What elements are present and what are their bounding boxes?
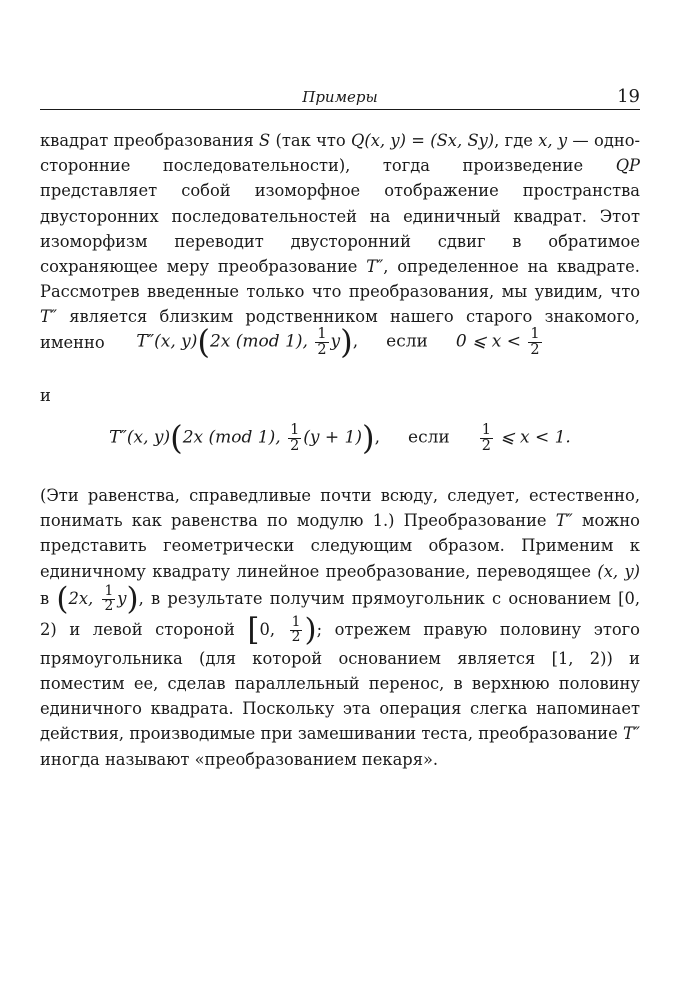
eq1-lhs: T″(x, y) bbox=[136, 331, 198, 352]
header-rule bbox=[40, 109, 640, 110]
page-header bbox=[40, 86, 640, 108]
p2-side-open-bracket: [ bbox=[247, 611, 260, 648]
eq1-cond-fraction: $\frac{1}{2}$ bbox=[530, 326, 540, 358]
p2-side-close-paren: ) bbox=[304, 611, 317, 648]
p2-side-a: 0, bbox=[259, 619, 288, 639]
p1-T-1: T″ bbox=[366, 257, 384, 277]
p2-base: [0, 2) bbox=[40, 588, 640, 639]
p2-img-open-paren: ( bbox=[56, 580, 69, 617]
eq2-cond: ⩽ x < 1. bbox=[494, 427, 571, 448]
p1-QP: QP bbox=[615, 156, 640, 176]
p2-text-5: и левой стороной bbox=[56, 619, 248, 639]
p2-text-7: ) и поместим ее, сделав параллельный перенос, в верхнюю половину единичного квадрата. Поскольку эта операция слегка напоминает действия, производимые при замешивании теста, преобразование bbox=[40, 648, 640, 744]
eq2-half-fraction: $\frac{1}{2}$ bbox=[290, 422, 300, 454]
p2-base2: [1, 2) bbox=[551, 648, 607, 668]
eq1-arg1: 2x (mod 1), bbox=[209, 331, 314, 352]
eq2-open-paren: ( bbox=[170, 419, 183, 457]
paragraph-1 bbox=[40, 128, 641, 358]
eq1-y: y bbox=[330, 331, 341, 352]
p2-img-close-paren: ) bbox=[126, 580, 139, 617]
p1-text-2: (так что bbox=[270, 131, 352, 150]
p1-text-6: , определенное на квадрате. Рассмотрев введенные только что преобразования, мы увидим, что bbox=[40, 257, 640, 302]
equation-2: T″(x, y)(2x (mod 1), $\frac{1}{2}$ (y + 1)), если $\frac{1}{2}$ ⩽ x < 1. bbox=[109, 419, 571, 457]
p1-text-7: является близким родственником нашего старого знакомого, именно bbox=[40, 307, 640, 352]
p2-text-8: иногда называют «преобразованием пекаря». bbox=[40, 749, 439, 769]
p1-S: S bbox=[259, 131, 271, 150]
paragraph-2 bbox=[40, 483, 640, 772]
eq2-lhs: T″(x, y) bbox=[109, 427, 171, 448]
eq2-cond-fraction: $\frac{1}{2}$ bbox=[481, 422, 491, 454]
p2-img-a: 2x, bbox=[68, 588, 101, 608]
p2-img-b: y bbox=[117, 588, 127, 608]
p2-T-1: T″ bbox=[555, 511, 573, 531]
equation-1: T″(x, y)(2x (mod 1), $\frac{1}{2}$ y), если 0 ⩽ x < $\frac{1}{2}$ bbox=[136, 323, 540, 361]
and-word: и bbox=[40, 386, 51, 405]
running-title: Примеры bbox=[302, 88, 378, 106]
p2-text-4: , в результате получим прямоугольник с основанием bbox=[138, 588, 619, 608]
page-number: 19 bbox=[617, 86, 640, 107]
eq2-cond-word: если bbox=[408, 427, 450, 448]
p2-xy: (x, y) bbox=[597, 561, 640, 581]
p1-text-3: , где bbox=[494, 131, 539, 150]
p2-T-2: T″ bbox=[623, 724, 640, 744]
eq1-half-fraction: $\frac{1}{2}$ bbox=[317, 326, 327, 358]
eq2-close-paren: ) bbox=[362, 419, 375, 457]
eq1-open-paren: ( bbox=[197, 323, 210, 361]
p1-text-4: — одно-сторонние последовательности), тогда произведение bbox=[40, 131, 641, 176]
eq1-cond-word: если bbox=[386, 331, 428, 352]
p2-text-2: можно представить геометрически следующим образом. Применим к единичному квадрату линейное преобразование, переводящее bbox=[40, 511, 640, 581]
p1-T-2: T″ bbox=[40, 307, 57, 327]
p2-text-3: в bbox=[40, 588, 57, 608]
p1-qxy: Q(x, y) = (Sx, Sy) bbox=[351, 131, 495, 150]
p2-img-fraction: $\frac{1}{2}$ bbox=[104, 582, 114, 614]
eq2-yplus: (y + 1) bbox=[303, 427, 362, 448]
eq1-cond: 0 ⩽ x < bbox=[455, 331, 527, 352]
eq1-close-paren: ) bbox=[340, 323, 353, 361]
p2-text-1: (Эти равенства, справедливые почти всюду, следует, естественно, понимать как равенства по модулю 1.) Преобразование bbox=[40, 486, 640, 531]
p2-side-fraction: $\frac{1}{2}$ bbox=[291, 613, 301, 645]
p1-text-1: квадрат преобразования bbox=[40, 131, 260, 150]
p1-text-5: представляет собой изоморфное отображение пространства двусторонних последовательностей на единичный квадрат. Этот изоморфизм переводит двусторонний сдвиг в обратимое сохраняющее меру преобразование bbox=[40, 181, 640, 277]
eq2-arg1: 2x (mod 1), bbox=[182, 427, 287, 448]
p1-xy: x, y bbox=[538, 131, 568, 150]
p2-text-6: ; отрежем правую половину этого прямоугольника (для которой основанием является bbox=[40, 619, 640, 668]
